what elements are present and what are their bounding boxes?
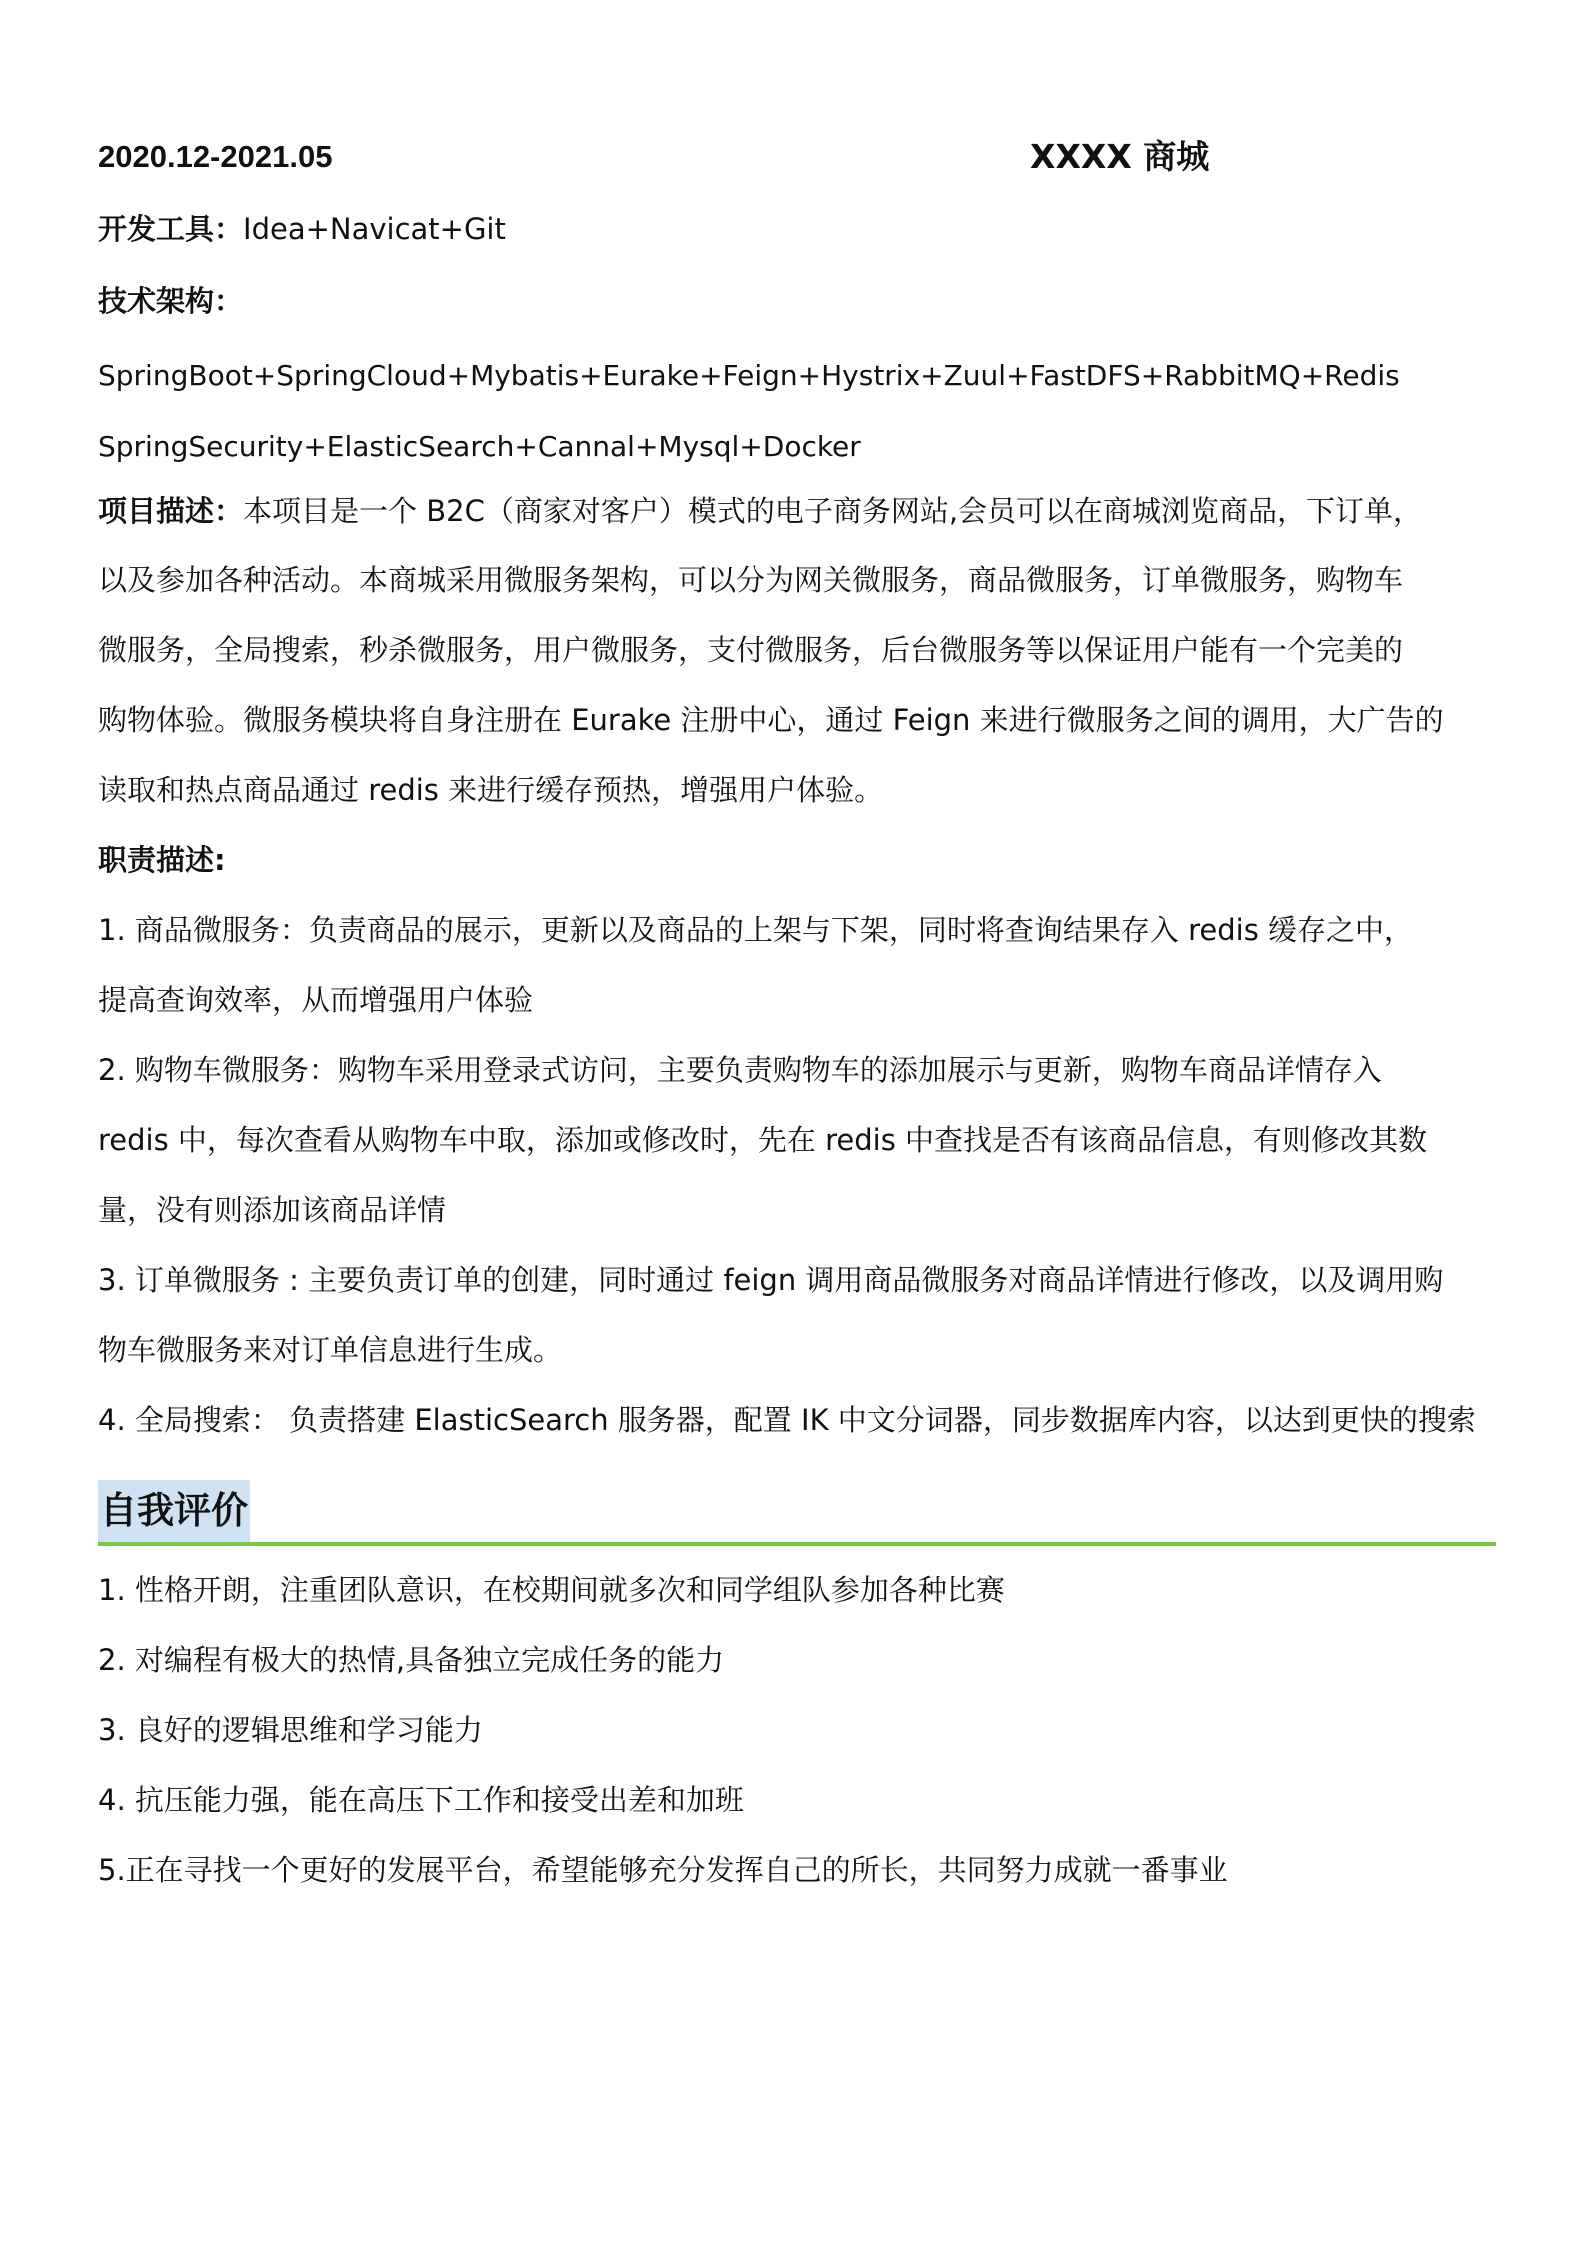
project-date-range: 2020.12-2021.05 [98, 139, 333, 174]
tech-arch-label: 技术架构： [98, 284, 244, 318]
dev-tools-label: 开发工具： [98, 212, 244, 246]
section-divider [98, 1542, 1496, 1546]
self-eval-item: 1. 性格开朗，注重团队意识，在校期间就多次和同学组队参加各种比赛 [98, 1573, 1005, 1607]
self-eval-item: 5.正在寻找一个更好的发展平台，希望能够充分发挥自己的所长，共同努力成就一番事业 [98, 1853, 1228, 1887]
self-eval-section-header [98, 1480, 1496, 1546]
project-company-name: XXXX 商城 [1030, 137, 1210, 176]
self-eval-item: 4. 抗压能力强，能在高压下工作和接受出差和加班 [98, 1783, 744, 1817]
tech-arch-line: SpringBoot+SpringCloud+Mybatis+Eurake+Feign+Hystrix+Zuul+FastDFS+RabbitMQ+Redis [98, 359, 1400, 392]
duties-line: 量，没有则添加该商品详情 [98, 1193, 447, 1227]
duties-line: 提高查询效率，从而增强用户体验 [98, 983, 534, 1017]
duties-line: 物车微服务来对订单信息进行生成。 [98, 1333, 563, 1367]
self-eval-item: 2. 对编程有极大的热情,具备独立完成任务的能力 [98, 1643, 725, 1677]
duties-label: 职责描述: [98, 843, 226, 877]
project-desc-line: 购物体验。微服务模块将自身注册在 Eurake 注册中心，通过 Feign 来进行微服务之间的调用，大广告的 [98, 703, 1444, 737]
dev-tools-row [98, 209, 506, 249]
duties-line: 4. 全局搜索： 负责搭建 ElasticSearch 服务器，配置 IK 中文分词器，同步数据库内容，以达到更快的搜索 [98, 1403, 1476, 1437]
project-desc-row [98, 491, 1422, 531]
duties-line: 1. 商品微服务：负责商品的展示，更新以及商品的上架与下架，同时将查询结果存入 redis 缓存之中， [98, 913, 1414, 947]
duties-line: 2. 购物车微服务：购物车采用登录式访问，主要负责购物车的添加展示与更新，购物车商品详情存入 [98, 1053, 1382, 1087]
duties-line: redis 中，每次查看从购物车中取，添加或修改时，先在 redis 中查找是否有该商品信息，有则修改其数 [98, 1123, 1428, 1157]
self-eval-item: 3. 良好的逻辑思维和学习能力 [98, 1713, 483, 1747]
self-eval-title: 自我评价 [98, 1480, 250, 1542]
dev-tools-value: Idea+Navicat+Git [243, 212, 506, 246]
tech-arch-line: SpringSecurity+ElasticSearch+Cannal+Mysql+Docker [98, 430, 861, 463]
project-desc-line: 读取和热点商品通过 redis 来进行缓存预热，增强用户体验。 [98, 773, 884, 807]
project-desc-label: 项目描述： [98, 494, 244, 528]
project-desc-line: 微服务，全局搜索，秒杀微服务，用户微服务，支付微服务，后台微服务等以保证用户能有一个完美的 [98, 633, 1404, 667]
duties-line: 3. 订单微服务 : 主要负责订单的创建，同时通过 feign 调用商品微服务对商品详情进行修改，以及调用购 [98, 1263, 1444, 1297]
project-desc-line: 以及参加各种活动。本商城采用微服务架构，可以分为网关微服务，商品微服务，订单微服务，购物车 [98, 563, 1404, 597]
project-desc-first-line: 本项目是一个 B2C（商家对客户）模式的电子商务网站,会员可以在商城浏览商品，下订单， [243, 494, 1423, 528]
